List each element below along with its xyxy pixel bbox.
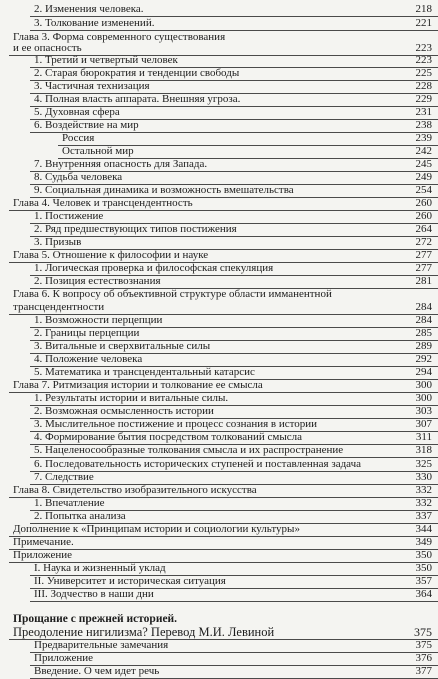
toc-entry-page: 249	[415, 171, 432, 183]
toc-entry-title: Россия	[62, 132, 95, 144]
toc-entry-title: 4. Формирование бытия посредством толкований смысла	[34, 431, 303, 443]
toc-entry-title: 1. Возможности перцепции	[34, 314, 163, 326]
toc-entry-page: 277	[415, 249, 432, 261]
toc-entry-page: 284	[415, 301, 432, 313]
toc-entry-title: 8. Судьба человека	[34, 171, 123, 183]
toc-entry-title: Преодоление нигилизма? Перевод М.И. Левиной	[13, 625, 275, 639]
toc-entry-page: 377	[415, 665, 432, 677]
toc-entry-title: I. Наука и жизненный уклад	[34, 562, 166, 574]
toc-entry-page: 228	[415, 80, 432, 92]
toc-entry-page: 300	[415, 379, 432, 391]
toc-entry-title: Прощание с прежней историей.	[13, 613, 178, 625]
toc-entry	[9, 379, 438, 393]
toc-entry	[30, 471, 438, 485]
toc-entry-title: 5. Математика и трансцендентальный катарсис	[34, 366, 255, 378]
toc-entry	[30, 497, 438, 511]
toc-entry	[30, 327, 438, 341]
toc-entry-page: 300	[415, 392, 432, 404]
toc-entry	[30, 223, 438, 237]
toc-entry-page: 350	[415, 549, 432, 561]
toc-entry-title: трансцендентности	[13, 301, 105, 313]
toc-entry	[30, 639, 438, 653]
toc-entry-title: 5. Нацеленосообразные толкования смысла и их распространение	[34, 444, 344, 456]
toc-entry-title: Глава 7. Ритмизация истории и толкование ее смысла	[13, 379, 263, 391]
toc-entry-title: Глава 8. Свидетельство изобразительного искусства	[13, 484, 257, 496]
toc-entry-page: 289	[415, 340, 432, 352]
toc-entry-title: 2. Возможная осмысленность истории	[34, 405, 214, 417]
toc-entry-page: 238	[415, 119, 432, 131]
toc-entry	[9, 626, 438, 640]
toc-entry	[30, 158, 438, 172]
toc-entry	[30, 510, 438, 524]
toc-entry-title: Дополнение к «Принципам истории и социологии культуры»	[13, 523, 300, 535]
toc-entry	[9, 301, 438, 315]
toc-entry	[30, 444, 438, 458]
toc-entry-page: 242	[415, 145, 432, 157]
toc-entry-page: 277	[415, 262, 432, 274]
toc-entry-title: Глава 6. К вопросу об объективной структуре области имманентной	[13, 288, 332, 300]
toc-entry-title: 2. Ряд предшествующих типов постижения	[34, 223, 237, 235]
toc-entry-page: 375	[415, 639, 432, 651]
toc-entry-title: 1. Результаты истории и витальные силы.	[34, 392, 229, 404]
toc-entry	[30, 392, 438, 406]
toc-entry-title: 3. Частичная технизация	[34, 80, 150, 92]
toc-entry	[30, 418, 438, 432]
toc-entry-title: и ее опасность	[13, 42, 82, 54]
toc-entry	[30, 106, 438, 120]
toc-entry	[30, 54, 438, 68]
toc-entry-title: Глава 5. Отношение к философии и науке	[13, 249, 209, 261]
toc-entry-title: Приложение	[13, 549, 73, 561]
toc-entry	[9, 484, 438, 498]
toc-entry-page: 337	[415, 510, 432, 522]
toc-entry	[30, 562, 438, 576]
toc-entry-page: 281	[415, 275, 432, 287]
toc-entry	[30, 575, 438, 589]
toc-entry	[9, 523, 438, 537]
toc-entry-page: 294	[415, 366, 432, 378]
toc-entry	[30, 588, 438, 602]
toc-entry-title: 1. Третий и четвертый человек	[34, 54, 178, 66]
toc-entry-page: 332	[415, 484, 432, 496]
toc-entry	[9, 249, 438, 263]
toc-entry-title: Глава 3. Форма современного существования	[13, 31, 226, 43]
toc-entry-title: 7. Внутренняя опасность для Запада.	[34, 158, 208, 170]
toc-entry	[30, 236, 438, 250]
toc-entry-page: 303	[415, 405, 432, 417]
toc-entry-page: 284	[415, 314, 432, 326]
toc-entry-page: 350	[415, 562, 432, 574]
toc-entry-page: 223	[415, 42, 432, 54]
toc-entry	[30, 262, 438, 276]
toc-entry-title: Примечание.	[13, 536, 74, 548]
toc-entry-title: 6. Воздействие на мир	[34, 119, 139, 131]
toc-entry-title: 1. Впечатление	[34, 497, 105, 509]
toc-entry-page: 376	[415, 652, 432, 664]
toc-entry-title: 5. Духовная сфера	[34, 106, 120, 118]
toc-entry	[30, 405, 438, 419]
toc-entry	[9, 549, 438, 563]
toc-entry-title: 4. Полная власть аппарата. Внешняя угроза.	[34, 93, 241, 105]
toc-entry-title: 1. Постижение	[34, 210, 104, 222]
toc-entry	[30, 431, 438, 445]
toc-entry-page: 218	[415, 3, 432, 15]
toc-entry-page: 292	[415, 353, 432, 365]
toc-entry	[9, 197, 438, 211]
toc-entry-page: 332	[415, 497, 432, 509]
toc-entry	[30, 458, 438, 472]
toc-entry	[30, 314, 438, 328]
toc-entry	[30, 80, 438, 94]
toc-entry-title: 2. Старая бюрократия и тенденции свободы	[34, 67, 240, 79]
toc-entry-title: 2. Изменения человека.	[34, 3, 144, 15]
toc-entry-page: 272	[415, 236, 432, 248]
toc-entry	[30, 93, 438, 107]
toc-entry-title: III. Зодчество в наши дни	[34, 588, 154, 600]
toc-entry-title: 3. Толкование изменений.	[34, 17, 155, 29]
toc-entry-title: Приложение	[34, 652, 94, 664]
toc-entry-page: 364	[415, 588, 432, 600]
toc-entry-title: 2. Границы перцепции	[34, 327, 140, 339]
toc-entry-page: 307	[415, 418, 432, 430]
toc-entry-page: 349	[415, 536, 432, 548]
toc-entry-title: 9. Социальная динамика и возможность вмешательства	[34, 184, 294, 196]
toc-entry	[30, 353, 438, 367]
toc-entry-page: 239	[415, 132, 432, 144]
toc-entry-page: 254	[415, 184, 432, 196]
toc-entry-title: 1. Логическая проверка и философская спекуляция	[34, 262, 274, 274]
toc-entry-title: 6. Последовательность исторических ступеней и поставленная задача	[34, 458, 362, 470]
toc-entry	[30, 665, 438, 679]
toc-entry-page: 260	[415, 197, 432, 209]
toc-entry-page: 311	[415, 431, 432, 443]
toc-entry-page: 264	[415, 223, 432, 235]
toc-entry-title: 2. Попытка анализа	[34, 510, 126, 522]
toc-entry	[58, 145, 438, 159]
toc-entry-title: II. Университет и историческая ситуация	[34, 575, 226, 587]
toc-entry-page: 225	[415, 67, 432, 79]
toc-entry-page: 318	[415, 444, 432, 456]
toc-entry-page: 221	[415, 17, 432, 29]
toc-entry-title: Введение. О чем идет речь	[34, 665, 160, 677]
toc-entry-title: 3. Витальные и сверхвитальные силы	[34, 340, 211, 352]
toc-entry-title: Остальной мир	[62, 145, 134, 157]
toc-entry-page: 231	[415, 106, 432, 118]
toc-entry-title: 2. Позиция естествознания	[34, 275, 161, 287]
toc-entry-page: 245	[415, 158, 432, 170]
toc-entry-title: 3. Мыслительное постижение и процесс сознания в истории	[34, 418, 318, 430]
toc-entry-title: 3. Призыв	[34, 236, 82, 248]
toc-entry	[30, 366, 438, 380]
toc-entry	[30, 275, 438, 289]
toc-entry	[30, 3, 438, 17]
toc-entry-title: Глава 4. Человек и трансцендентность	[13, 197, 193, 209]
toc-entry-page: 344	[415, 523, 432, 535]
toc-entry-page: 325	[415, 458, 432, 470]
toc-entry	[30, 119, 438, 133]
toc-entry-page: 260	[415, 210, 432, 222]
toc-entry-page: 375	[414, 625, 432, 639]
toc-entry-title: 4. Положение человека	[34, 353, 143, 365]
toc-entry	[9, 288, 438, 301]
toc-entry-page: 223	[415, 54, 432, 66]
toc-entry-page: 285	[415, 327, 432, 339]
toc-entry	[30, 184, 438, 198]
toc-entry-page: 229	[415, 93, 432, 105]
toc-entry	[30, 210, 438, 224]
toc-entry	[30, 652, 438, 666]
toc-entry	[30, 171, 438, 185]
toc-entry	[30, 67, 438, 81]
toc-entry	[30, 17, 438, 31]
toc-entry	[9, 536, 438, 550]
toc-entry-page: 357	[415, 575, 432, 587]
toc-entry	[30, 340, 438, 354]
toc-entry-page: 330	[415, 471, 432, 483]
toc-entry	[58, 132, 438, 146]
toc-entry-title: Предварительные замечания	[34, 639, 169, 651]
toc-entry-title: 7. Следствие	[34, 471, 94, 483]
